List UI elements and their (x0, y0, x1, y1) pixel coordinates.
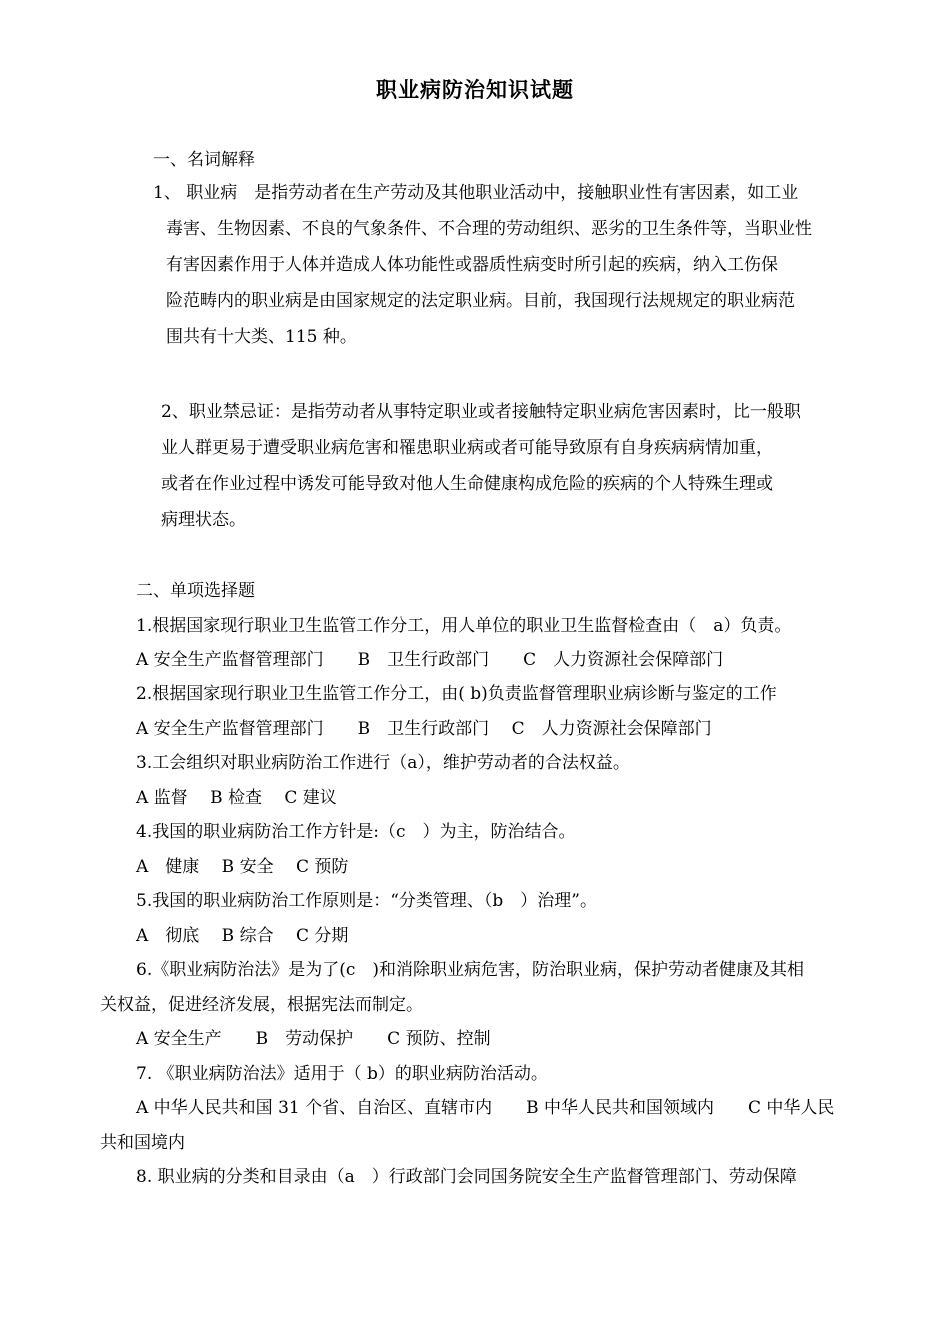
question-line: 7. 《职业病防治法》适用于（ b）的职业病防治活动。 (136, 1064, 548, 1084)
option-line: A 安全生产监督管理部门 B 卫生行政部门 C 人力资源社会保障部门 (136, 719, 712, 739)
definition-line: 业人群更易于遭受职业病危害和罹患职业病或者可能导致原有自身疾病病情加重， (161, 438, 773, 458)
question-line: 2.根据国家现行职业卫生监管工作分工，由( b)负责监督管理职业病诊断与鉴定的工作 (136, 684, 777, 704)
question-line: 4.我国的职业病防治工作方针是:（c ）为主，防治结合。 (136, 822, 576, 842)
definition-line: 围共有十大类、115 种。 (166, 327, 357, 347)
option-line: A 彻底 B 综合 C 分期 (136, 926, 349, 946)
question-line: 8. 职业病的分类和目录由（a ）行政部门会同国务院安全生产监督管理部门、劳动保障 (136, 1167, 797, 1187)
option-line: A 监督 B 检查 C 建议 (136, 788, 337, 808)
option-line: A 安全生产监督管理部门 B 卫生行政部门 C 人力资源社会保障部门 (136, 650, 724, 670)
question-line: 5.我国的职业病防治工作原则是：“分类管理、（b ）治理”。 (136, 891, 597, 911)
definition-line: 或者在作业过程中诱发可能导致对他人生命健康构成危险的疾病的个人特殊生理或 (161, 474, 773, 494)
question-line: 关权益，促进经济发展，根据宪法而制定。 (100, 995, 423, 1015)
option-line: 共和国境内 (100, 1133, 185, 1153)
question-line: 6.《职业病防治法》是为了(c )和消除职业病危害，防治职业病，保护劳动者健康及其相 (136, 960, 805, 980)
option-line: A 安全生产 B 劳动保护 C 预防、控制 (136, 1029, 491, 1049)
document-title: 职业病防治知识试题 (376, 78, 574, 102)
section-heading-definitions: 一、名词解释 (153, 150, 255, 170)
definition-line: 险范畴内的职业病是由国家规定的法定职业病。目前，我国现行法规规定的职业病范 (166, 291, 795, 311)
definition-line: 有害因素作用于人体并造成人体功能性或器质性病变时所引起的疾病，纳入工伤保 (166, 255, 778, 275)
definition-line: 1、 职业病 是指劳动者在生产劳动及其他职业活动中，接触职业性有害因素，如工业 (153, 183, 799, 203)
definition-line: 病理状态。 (161, 510, 246, 530)
option-line: A 健康 B 安全 C 预防 (136, 857, 349, 877)
question-line: 3.工会组织对职业病防治工作进行（a），维护劳动者的合法权益。 (136, 753, 630, 773)
definition-line: 2、职业禁忌证：是指劳动者从事特定职业或者接触特定职业病危害因素时，比一般职 (161, 402, 801, 422)
option-line: A 中华人民共和国 31 个省、自治区、直辖市内 B 中华人民共和国领域内 C 中华人民 (136, 1098, 835, 1118)
question-line: 1.根据国家现行职业卫生监管工作分工，用人单位的职业卫生监督检查由（ a）负责。 (136, 616, 792, 636)
section-heading-choice: 二、单项选择题 (136, 581, 255, 601)
definition-line: 毒害、生物因素、不良的气象条件、不合理的劳动组织、恶劣的卫生条件等，当职业性 (166, 219, 812, 239)
